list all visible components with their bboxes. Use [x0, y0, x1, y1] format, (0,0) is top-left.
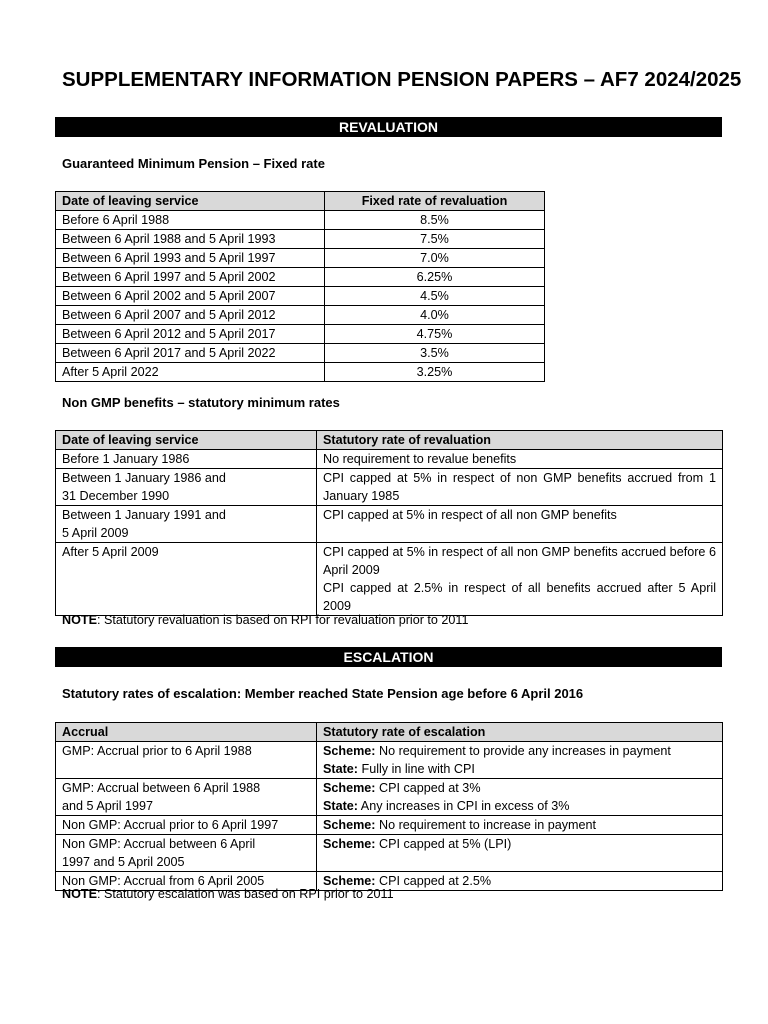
table-row [56, 287, 545, 306]
column-header: Date of leaving service [56, 192, 325, 211]
table-row [56, 469, 723, 506]
rate-cell: 7.5% [325, 230, 545, 249]
table-row [56, 835, 723, 872]
table-row [56, 506, 723, 543]
accrual-cell: Non GMP: Accrual from 6 April 2005 [56, 872, 317, 891]
accrual-cell: GMP: Accrual prior to 6 April 1988 [56, 742, 317, 779]
table-row [56, 363, 545, 382]
table-row [56, 230, 545, 249]
table-row [56, 325, 545, 344]
date-cell: Between 6 April 1993 and 5 April 1997 [56, 249, 325, 268]
column-header: Date of leaving service [56, 431, 317, 450]
non-gmp-rates-heading: Non GMP benefits – statutory minimum rates [62, 395, 340, 410]
rate-cell: 4.0% [325, 306, 545, 325]
column-header: Accrual [56, 723, 317, 742]
rate-cell: Scheme: No requirement to provide any increases in payment State: Fully in line with CPI [317, 742, 723, 779]
accrual-cell: Non GMP: Accrual between 6 April 1997 and 5 April 2005 [56, 835, 317, 872]
accrual-cell: GMP: Accrual between 6 April 1988 and 5 April 1997 [56, 779, 317, 816]
table-row [56, 816, 723, 835]
page-title: SUPPLEMENTARY INFORMATION PENSION PAPERS – AF7 2024/2025 [62, 68, 742, 91]
table-row [56, 742, 723, 779]
date-cell: Between 6 April 2017 and 5 April 2022 [56, 344, 325, 363]
date-cell: Between 1 January 1991 and 5 April 2009 [56, 506, 317, 543]
revaluation-section-bar: REVALUATION [55, 117, 722, 137]
rate-cell: Scheme: CPI capped at 5% (LPI) [317, 835, 723, 872]
rate-cell: CPI capped at 5% in respect of all non GMP benefits accrued before 6 April 2009 CPI capped at 2.5% in respect of all benefits accrued after 5 April 2009 [317, 543, 723, 616]
table-row [56, 779, 723, 816]
table-header-row [56, 723, 723, 742]
rate-cell: 3.25% [325, 363, 545, 382]
rate-cell: 4.75% [325, 325, 545, 344]
table-header-row [56, 431, 723, 450]
rate-cell: 7.0% [325, 249, 545, 268]
escalation-table [55, 722, 723, 891]
table-row [56, 249, 545, 268]
date-cell: Between 6 April 2012 and 5 April 2017 [56, 325, 325, 344]
rate-cell: 3.5% [325, 344, 545, 363]
revaluation-note: NOTE: Statutory revaluation is based on RPI for revaluation prior to 2011 [62, 613, 469, 627]
rate-cell: CPI capped at 5% in respect of non GMP benefits accrued from 1 January 1985 [317, 469, 723, 506]
date-cell: Before 1 January 1986 [56, 450, 317, 469]
column-header: Statutory rate of escalation [317, 723, 723, 742]
date-cell: Between 6 April 1997 and 5 April 2002 [56, 268, 325, 287]
escalation-rates-heading: Statutory rates of escalation: Member reached State Pension age before 6 April 2016 [62, 686, 584, 701]
rate-cell: No requirement to revalue benefits [317, 450, 723, 469]
rate-cell: Scheme: CPI capped at 3% State: Any increases in CPI in excess of 3% [317, 779, 723, 816]
rate-cell: 6.25% [325, 268, 545, 287]
accrual-cell: Non GMP: Accrual prior to 6 April 1997 [56, 816, 317, 835]
rate-cell: CPI capped at 5% in respect of all non GMP benefits [317, 506, 723, 543]
date-cell: After 5 April 2009 [56, 543, 317, 616]
table-header-row [56, 192, 545, 211]
date-cell: Between 1 January 1986 and 31 December 1990 [56, 469, 317, 506]
date-cell: Before 6 April 1988 [56, 211, 325, 230]
table-row [56, 306, 545, 325]
table-row [56, 211, 545, 230]
date-cell: Between 6 April 2007 and 5 April 2012 [56, 306, 325, 325]
table-row [56, 450, 723, 469]
escalation-note: NOTE: Statutory escalation was based on RPI prior to 2011 [62, 887, 394, 901]
column-header: Fixed rate of revaluation [325, 192, 545, 211]
table-row [56, 268, 545, 287]
column-header: Statutory rate of revaluation [317, 431, 723, 450]
table-row [56, 543, 723, 616]
gmp-fixed-rate-table [55, 191, 545, 382]
date-cell: Between 6 April 2002 and 5 April 2007 [56, 287, 325, 306]
non-gmp-revaluation-table [55, 430, 723, 616]
escalation-section-bar: ESCALATION [55, 647, 722, 667]
rate-cell: Scheme: CPI capped at 2.5% [317, 872, 723, 891]
rate-cell: 8.5% [325, 211, 545, 230]
date-cell: After 5 April 2022 [56, 363, 325, 382]
table-row [56, 344, 545, 363]
rate-cell: Scheme: No requirement to increase in payment [317, 816, 723, 835]
date-cell: Between 6 April 1988 and 5 April 1993 [56, 230, 325, 249]
rate-cell: 4.5% [325, 287, 545, 306]
gmp-fixed-rate-heading: Guaranteed Minimum Pension – Fixed rate [62, 156, 325, 171]
